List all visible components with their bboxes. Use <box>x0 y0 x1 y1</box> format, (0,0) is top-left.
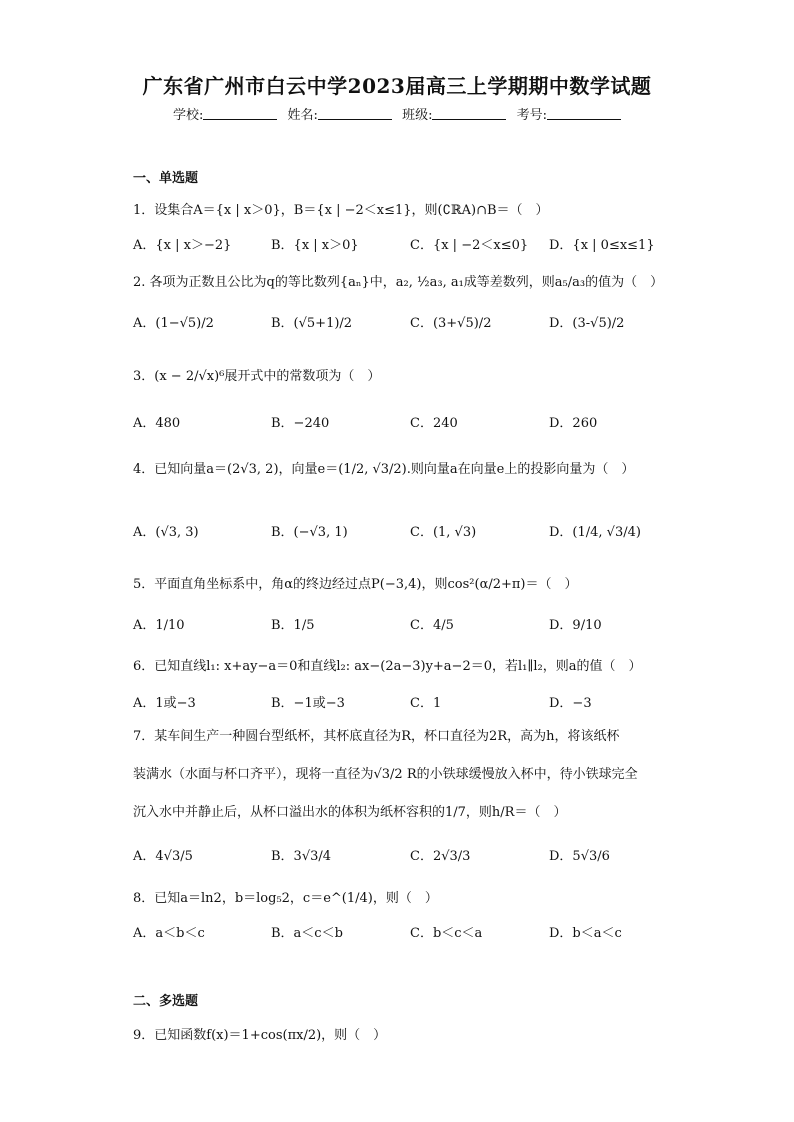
question-4: 4．已知向量a＝(2√3, 2)，向量e＝(1/2, √3/2).则向量a在向量e上的投影向量为（ ） <box>133 462 635 477</box>
question-8: 8．已知a＝ln2，b＝log₅2，c＝e^(1/4)，则（ ） <box>133 891 438 906</box>
q6-option-c: C．1 <box>410 696 442 711</box>
school-blank[interactable] <box>203 107 277 120</box>
q7-option-a: A．4√3/5 <box>133 849 193 864</box>
question-3: 3．(x − 2/√x)⁶展开式中的常数项为（ ） <box>133 369 381 384</box>
school-label: 学校: <box>173 108 204 123</box>
q7-option-d: D．5√3/6 <box>549 849 610 864</box>
q7-option-c: C．2√3/3 <box>410 849 471 864</box>
q4-option-d: D．(1/4, √3/4) <box>549 525 641 540</box>
question-6: 6．已知直线l₁: x+ay−a＝0和直线l₂: ax−(2a−3)y+a−2＝0，若l₁∥l₂，则a的值（ ） <box>133 659 642 674</box>
student-info-row <box>0 104 794 123</box>
section-single-choice: 一、单选题 <box>133 171 199 186</box>
class-label: 班级: <box>402 108 433 123</box>
q1-option-c: C．{x | −2＜x≤0} <box>410 238 529 253</box>
q7-option-b: B．3√3/4 <box>271 849 332 864</box>
question-5: 5．平面直角坐标系中，角α的终边经过点P(−3,4)，则cos²(α/2+π)＝（ ） <box>133 577 578 592</box>
q8-option-a: A．a＜b＜c <box>133 926 205 941</box>
q8-option-d: D．b＜a＜c <box>549 926 622 941</box>
q5-option-a: A．1/10 <box>133 618 185 633</box>
q2-option-c: C．(3+√5)/2 <box>410 316 492 331</box>
q1-option-d: D．{x | 0≤x≤1} <box>549 238 655 253</box>
question-9: 9．已知函数f(x)＝1+cos(πx/2)，则（ ） <box>133 1028 387 1043</box>
q5-option-c: C．4/5 <box>410 618 454 633</box>
q4-option-b: B．(−√3, 1) <box>271 525 348 540</box>
question-7-line-1: 7．某车间生产一种圆台型纸杯，其杯底直径为R，杯口直径为2R，高为h，将该纸杯 <box>133 729 620 744</box>
q1-option-a: A．{x | x＞−2} <box>133 238 232 253</box>
question-7-line-3: 沉入水中并静止后，从杯口溢出水的体积为纸杯容积的1/7，则h/R＝（ ） <box>133 805 567 820</box>
q2-option-a: A．(1−√5)/2 <box>133 316 214 331</box>
q4-option-c: C．(1, √3) <box>410 525 477 540</box>
q3-option-c: C．240 <box>410 416 458 431</box>
q6-option-d: D．−3 <box>549 696 592 711</box>
question-1: 1．设集合A＝{x | x＞0}，B＝{x | −2＜x≤1}，则(∁ℝA)∩B＝（ ） <box>133 203 549 218</box>
question-2: 2. 各项为正数且公比为q的等比数列{aₙ}中，a₂, ½a₃, a₁成等差数列，则a₅/a₃的值为（ ） <box>133 275 664 290</box>
q2-option-b: B．(√5+1)/2 <box>271 316 353 331</box>
q3-option-b: B．−240 <box>271 416 330 431</box>
class-blank[interactable] <box>432 107 506 120</box>
q6-option-a: A．1或−3 <box>133 696 196 711</box>
q3-option-d: D．260 <box>549 416 598 431</box>
name-blank[interactable] <box>318 107 392 120</box>
q8-option-b: B．a＜c＜b <box>271 926 343 941</box>
q5-option-b: B．1/5 <box>271 618 315 633</box>
section-multi-choice: 二、多选题 <box>133 994 199 1009</box>
q8-option-c: C．b＜c＜a <box>410 926 483 941</box>
number-blank[interactable] <box>547 107 621 120</box>
q6-option-b: B．−1或−3 <box>271 696 345 711</box>
page-title: 广东省广州市白云中学2023届高三上学期期中数学试题 <box>142 74 652 98</box>
q3-option-a: A．480 <box>133 416 181 431</box>
number-label: 考号: <box>516 108 547 123</box>
question-7-line-2: 装满水（水面与杯口齐平），现将一直径为√3/2 R的小铁球缓慢放入杯中，待小铁球完全 <box>133 767 638 782</box>
q2-option-d: D．(3-√5)/2 <box>549 316 625 331</box>
name-label: 姓名: <box>287 108 318 123</box>
q5-option-d: D．9/10 <box>549 618 602 633</box>
q1-option-b: B．{x | x＞0} <box>271 238 359 253</box>
q4-option-a: A．(√3, 3) <box>133 525 199 540</box>
